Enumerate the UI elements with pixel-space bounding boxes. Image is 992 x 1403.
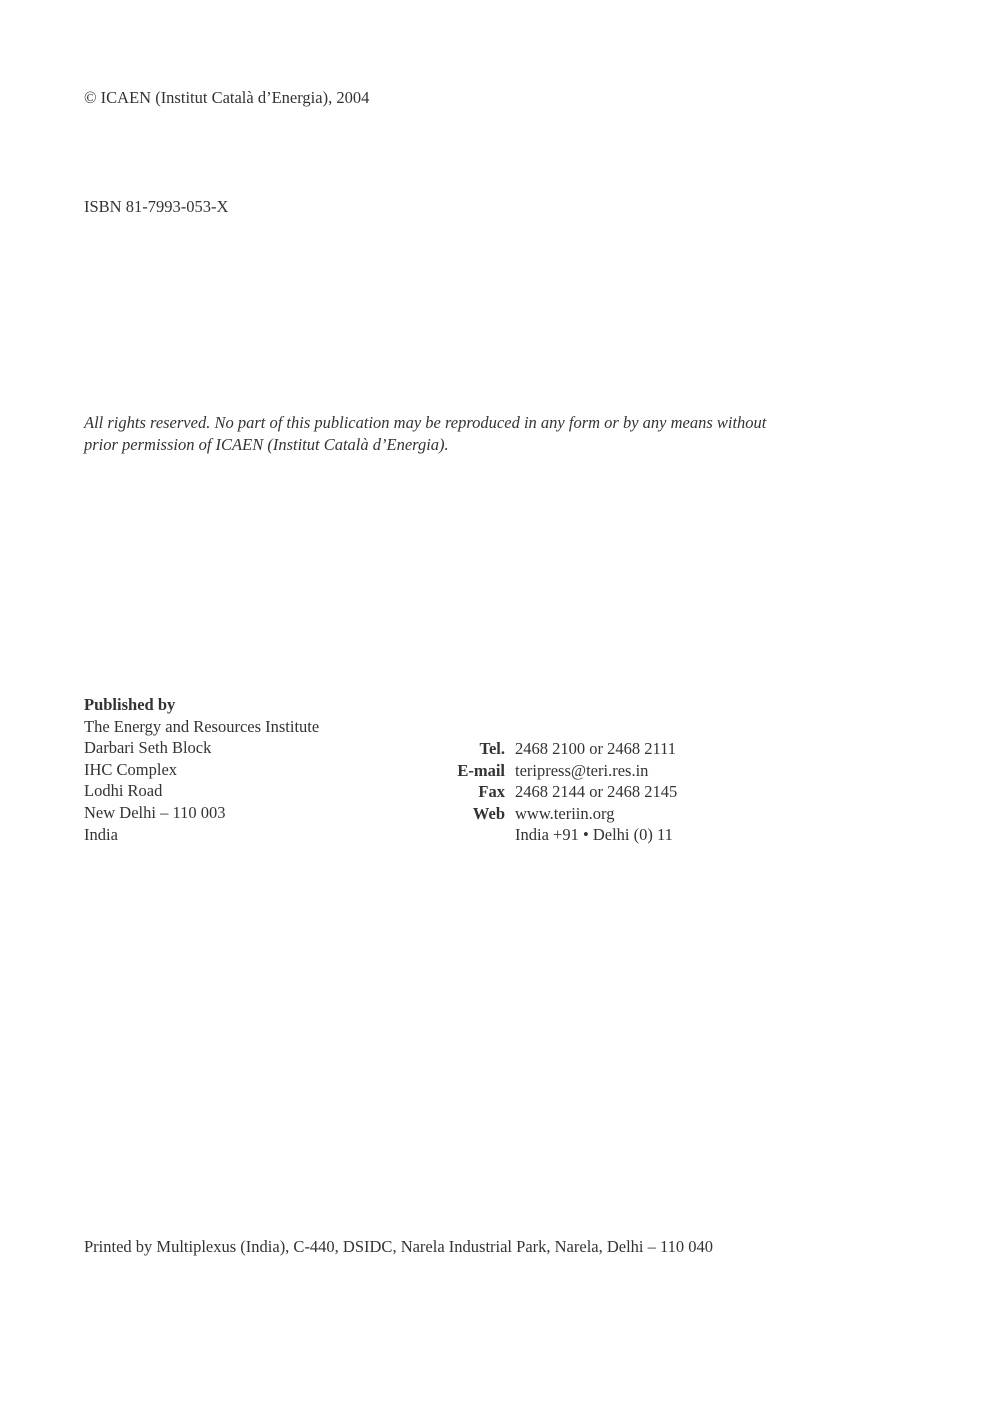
- contact-label: Tel.: [479, 739, 505, 758]
- contact-row-web: [400, 803, 677, 825]
- address-line: Darbari Seth Block: [84, 738, 212, 758]
- contact-label: Fax: [478, 782, 505, 802]
- address-line: Lodhi Road: [84, 781, 163, 801]
- address-line: New Delhi – 110 003: [84, 802, 226, 822]
- contact-label: Web: [472, 803, 505, 823]
- dialing-codes: India +91 • Delhi (0) 11: [515, 825, 673, 845]
- contact-row-email: [400, 760, 677, 782]
- contact-value: 2468 2144 or 2468 2145: [515, 782, 678, 802]
- address-line: India: [84, 824, 118, 844]
- web-link[interactable]: www.teriin.org: [515, 803, 615, 823]
- publisher-heading: Published by: [84, 695, 176, 714]
- contact-value: 2468 2100 or 2468 2111: [515, 739, 677, 758]
- rights-line-2: prior permission of ICAEN (Institut Català d’Energia).: [84, 435, 449, 454]
- contact-row-fax: [400, 781, 677, 803]
- contact-row-codes: [400, 824, 677, 846]
- contact-row-tel: [400, 738, 677, 760]
- isbn: ISBN 81-7993-053-X: [84, 197, 229, 216]
- printer-info: Printed by Multiplexus (India), C-440, DSIDC, Narela Industrial Park, Narela, Delhi – 110 040: [84, 1237, 714, 1256]
- address-line: IHC Complex: [84, 759, 178, 779]
- copyright-notice: © ICAEN (Institut Català d’Energia), 2004: [84, 88, 370, 107]
- rights-statement: [84, 412, 766, 456]
- contact-label: E-mail: [457, 760, 505, 780]
- contact-details: [400, 738, 677, 846]
- rights-line-1: All rights reserved. No part of this publication may be reproduced in any form or by any means without: [84, 413, 767, 432]
- email-link[interactable]: teripress@teri.res.in: [515, 760, 649, 780]
- address-line: The Energy and Resources Institute: [84, 716, 320, 736]
- contact-label: [400, 824, 515, 846]
- publisher-address: [84, 694, 319, 845]
